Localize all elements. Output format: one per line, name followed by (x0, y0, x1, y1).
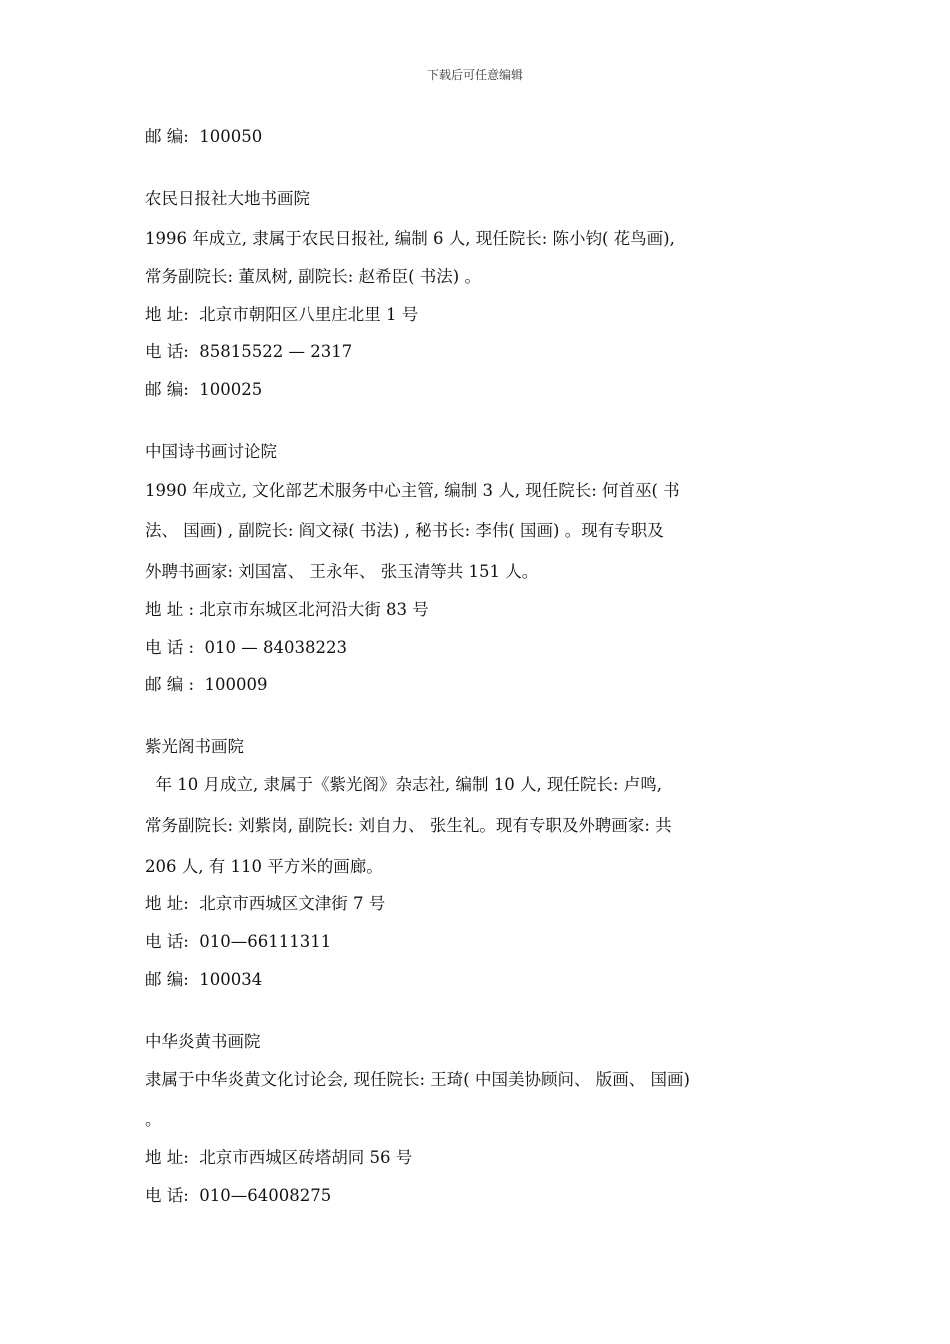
paragraph-line: 隶属于中华炎黄文化讨论会, 现任院长: 王琦( 中国美协顾问、 版画、 国画) (145, 1070, 690, 1089)
paragraph-line: 1996 年成立, 隶属于农民日报社, 编制 6 人, 现任院长: 陈小钧( 花鸟画), (145, 229, 675, 248)
postcode-line: 邮 编: 100034 (145, 970, 263, 989)
paragraph-line: 206 人, 有 110 平方米的画廊。 (145, 857, 383, 876)
section-title-shishuhua: 中国诗书画讨论院 (145, 442, 277, 461)
phone-line: 电 话 : 010 — 84038223 (145, 638, 348, 657)
paragraph-line: 外聘书画家: 刘国富、 王永年、 张玉清等共 151 人。 (145, 562, 539, 581)
paragraph-line: 常务副院长: 董凤树, 副院长: 赵希臣( 书法) 。 (145, 267, 481, 286)
address-line: 地 址: 北京市朝阳区八里庄北里 1 号 (145, 305, 419, 324)
phone-line: 电 话: 85815522 — 2317 (145, 342, 353, 361)
paragraph-line: 。 (145, 1110, 162, 1129)
paragraph-line: 法、 国画) , 副院长: 阎文禄( 书法) , 秘书长: 李伟( 国画) 。现有专职及 (145, 521, 664, 540)
phone-line: 电 话: 010—64008275 (145, 1186, 332, 1205)
page-header: 下载后可任意编辑 (426, 68, 523, 82)
paragraph-line: 常务副院长: 刘紫岗, 副院长: 刘自力、 张生礼。现有专职及外聘画家: 共 (145, 816, 672, 835)
section-title-yanhuang: 中华炎黄书画院 (145, 1032, 261, 1051)
section-title-nongmin: 农民日报社大地书画院 (145, 189, 310, 208)
postcode-line: 邮 编: 100025 (145, 380, 263, 399)
postcode-line: 邮 编: 100050 (145, 127, 263, 146)
section-title-ziguangge: 紫光阁书画院 (145, 737, 244, 756)
postcode-line: 邮 编 : 100009 (145, 675, 268, 694)
address-line: 地 址 : 北京市东城区北河沿大街 83 号 (145, 600, 429, 619)
paragraph-line: 年 10 月成立, 隶属于《紫光阁》杂志社, 编制 10 人, 现任院长: 卢鸣, (145, 775, 662, 794)
phone-line: 电 话: 010—66111311 (145, 932, 332, 951)
address-line: 地 址: 北京市西城区砖塔胡同 56 号 (145, 1148, 413, 1167)
address-line: 地 址: 北京市西城区文津街 7 号 (145, 894, 386, 913)
paragraph-line: 1990 年成立, 文化部艺术服务中心主管, 编制 3 人, 现任院长: 何首巫( 书 (145, 481, 680, 500)
